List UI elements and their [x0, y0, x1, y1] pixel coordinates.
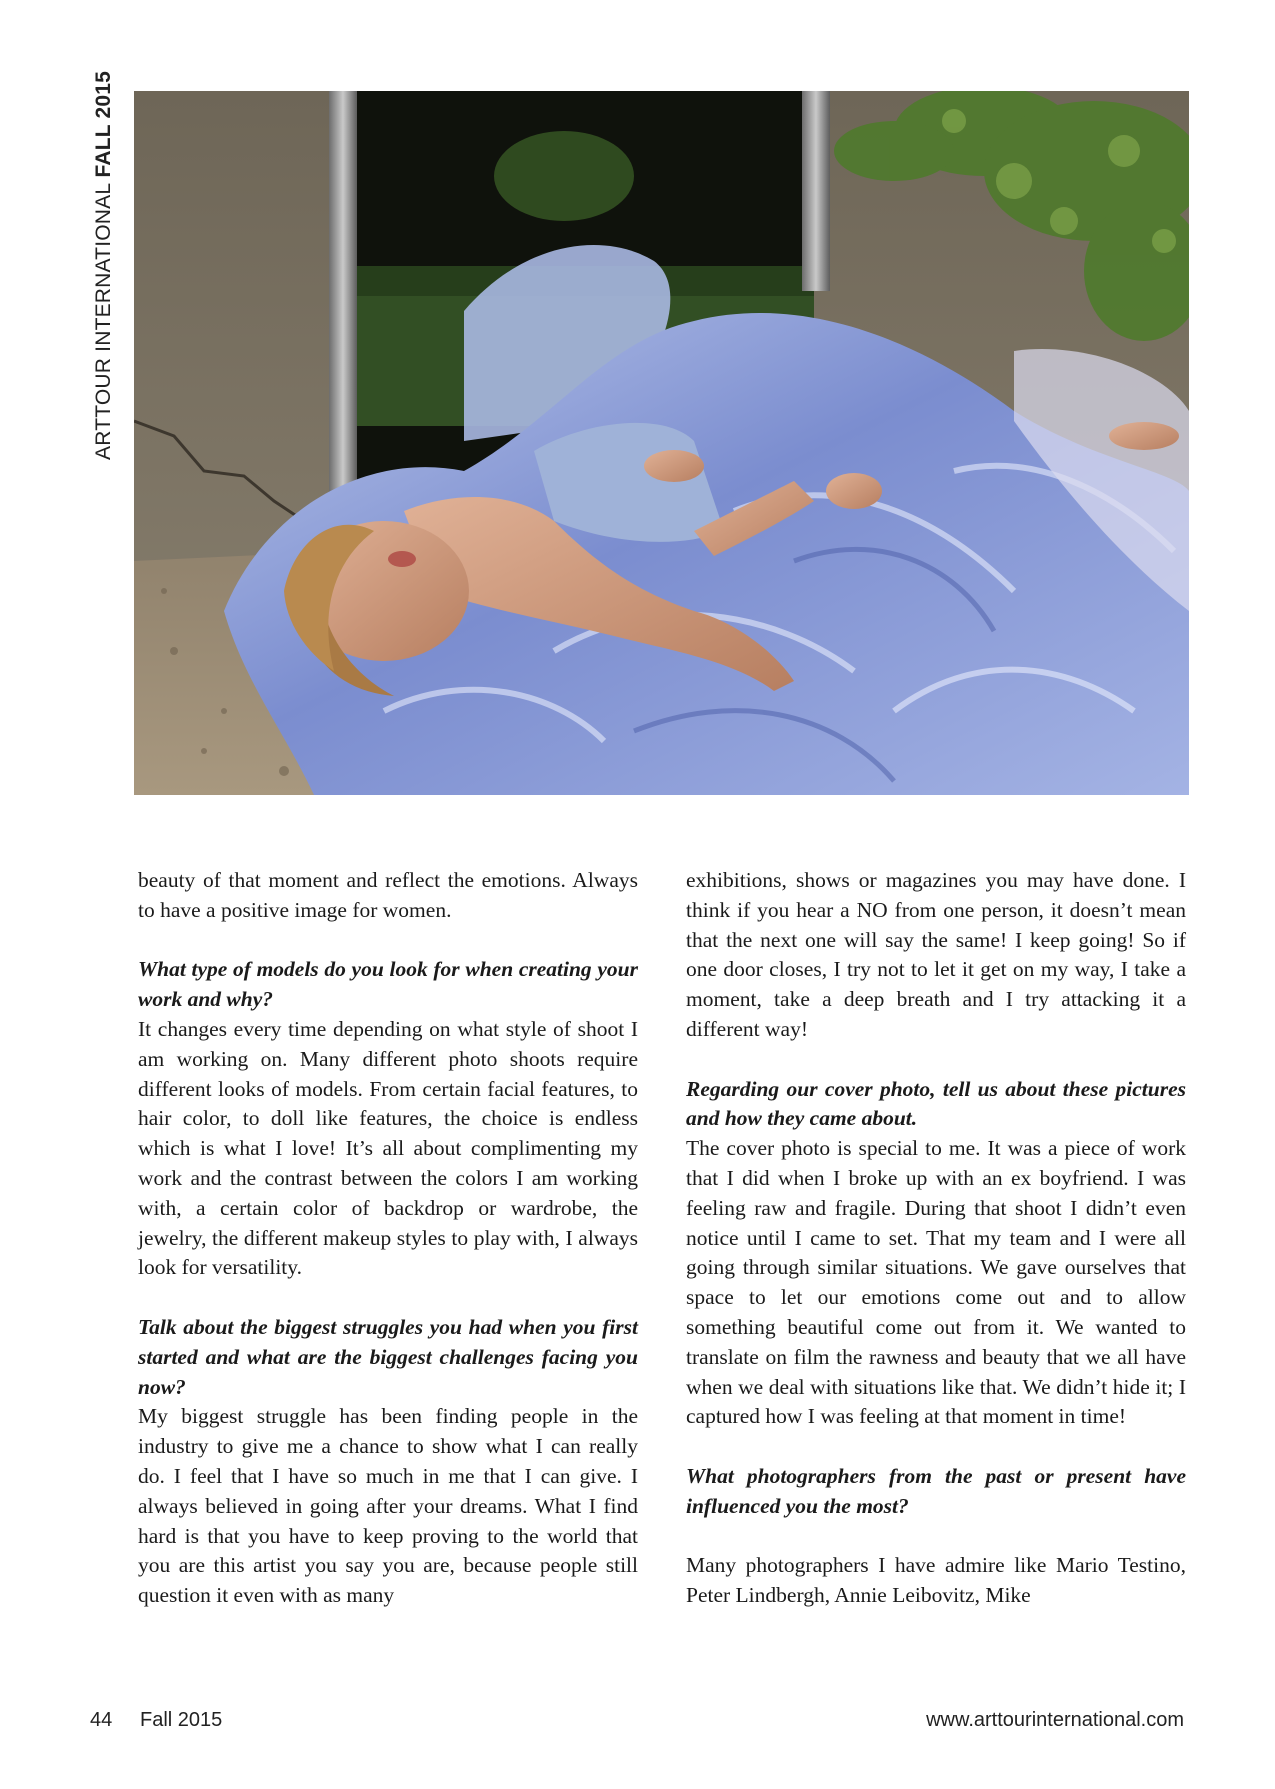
article-column-right — [686, 866, 1186, 1611]
article-column-left — [138, 866, 638, 1611]
footer-issue: Fall 2015 — [140, 1709, 223, 1731]
body-paragraph: My biggest struggle has been finding people in the industry to give me a chance to show what I can really do. I feel that I have so much in me that I can give. I always believed in going after your dreams. What I find hard is that you have to keep proving to the world that you are this artist you say you are, because people still question it even with as many — [138, 1404, 638, 1608]
interview-question: What type of models do you look for when creating your work and why? — [138, 957, 638, 1012]
body-paragraph: Many photographers I have admire like Mario Testino, Peter Lindbergh, Annie Leibovitz, Mike — [686, 1553, 1186, 1608]
body-paragraph: The cover photo is special to me. It was a piece of work that I did when I broke up with an ex boyfriend. I was feeling raw and fragile. During that shoot I didn’t even notice until I came to set. That my team and I were all going through similar situations. We gave ourselves that space to let our emotions come out and to allow something beautiful come out from it. We wanted to translate on film the rawness and beauty that we all have when we deal with situations like that. We didn’t hide it; I captured how I was feeling at that moment in time! — [686, 1136, 1186, 1429]
body-paragraph: It changes every time depending on what style of shoot I am working on. Many different photo shoots require different looks of models. From certain facial features, to hair color, to doll like features, the choice is endless which is what I love! It’s all about complimenting my work and the contrast between the colors I am working with, a certain color of backdrop or wardrobe, the jewelry, the different makeup styles to play with, I always look for versatility. — [138, 1016, 638, 1280]
photo-woman-in-blue-satin-gown-icon — [134, 91, 1189, 795]
page-number: 44 — [90, 1709, 113, 1731]
interview-question: What photographers from the past or present have influenced you the most? — [686, 1463, 1186, 1518]
page-footer — [0, 1709, 1275, 1739]
website-link[interactable]: www.arttourinternational.com — [926, 1709, 1184, 1731]
feature-photo — [134, 91, 1189, 795]
interview-question: Talk about the biggest struggles you had when you first started and what are the biggest challenges facing you now? — [138, 1314, 638, 1399]
issue-label: FALL 2015 — [92, 71, 115, 178]
interview-question: Regarding our cover photo, tell us about these pictures and how they came about. — [686, 1076, 1186, 1131]
magazine-sidebar-label — [91, 71, 117, 460]
body-paragraph: exhibitions, shows or magazines you may have done. I think if you hear a NO from one person, it doesn’t mean that the next one will say the same! I keep going! So if one door closes, I try not to let it get on my way, I take a moment, take a deep breath and I try attacking it a different way! — [686, 868, 1186, 1041]
magazine-name: ARTTOUR INTERNATIONAL — [92, 183, 115, 460]
body-paragraph: beauty of that moment and reflect the emotions. Always to have a positive image for women. — [138, 868, 638, 922]
